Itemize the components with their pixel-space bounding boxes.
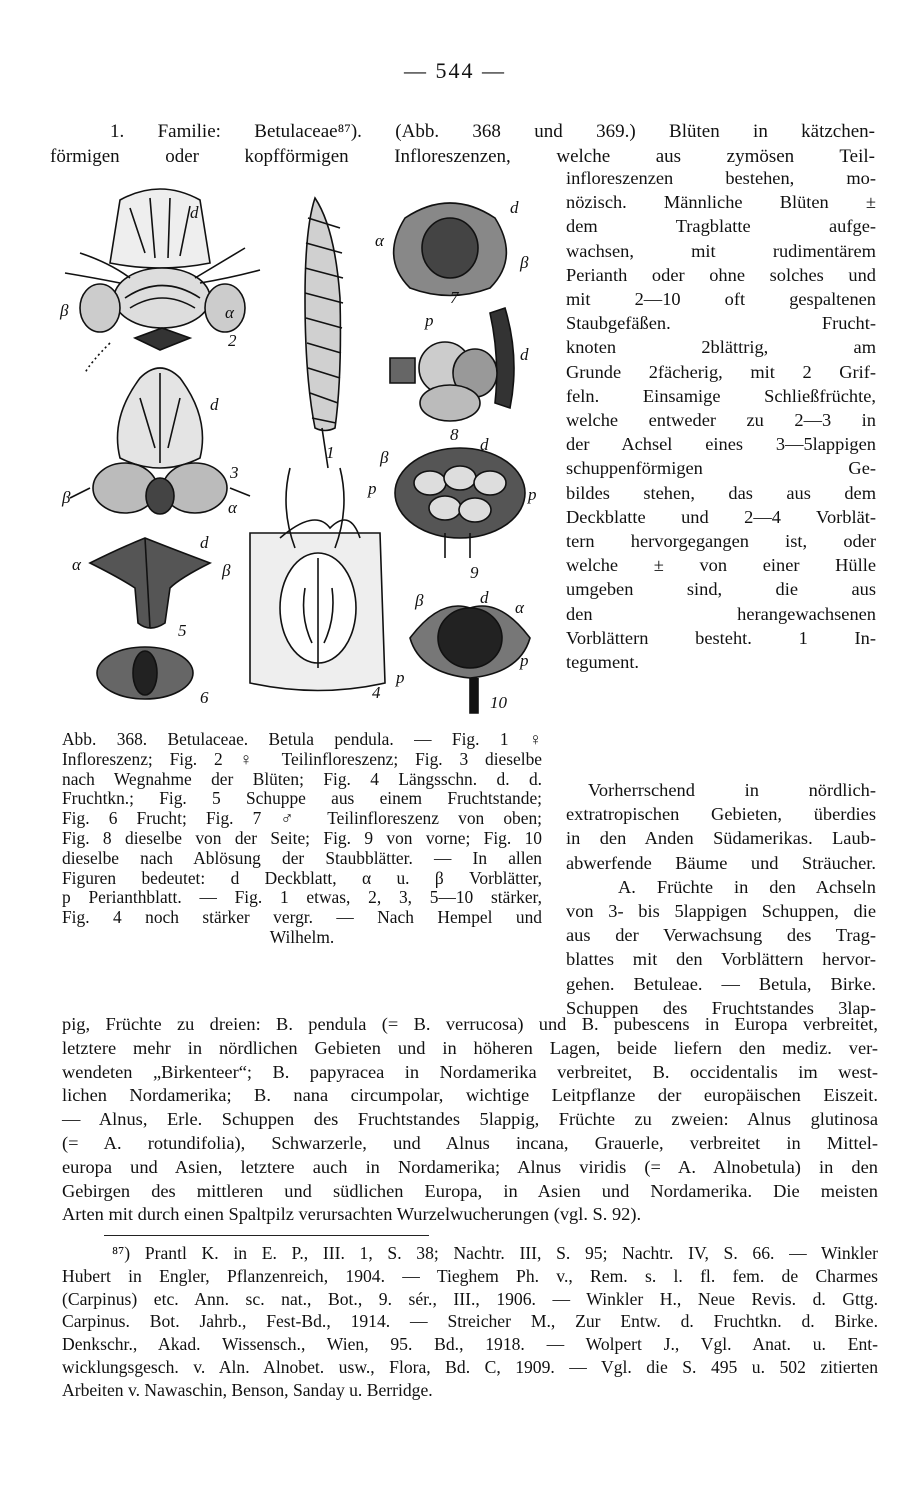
label-alpha-fig2: α [225, 303, 234, 322]
label-fig3: 3 [230, 463, 239, 482]
footnote-line: Hubert in Engler, Pflanzenreich, 1904. — Tieghem Ph. v., Rem. s. l. fl. fem. de Charmes [62, 1265, 878, 1286]
text-line: nözisch. Männliche Blüten ± [566, 192, 876, 213]
caption-line: Fig. 6 Frucht; Fig. 7 ♂ Teilinfloreszenz von oben; [62, 808, 542, 829]
footnote-line: (Carpinus) etc. Ann. sc. nat., Bot., 9. sér., III., 1906. — Winkler H., Neue Revis. d. Gttg. [62, 1288, 878, 1309]
label-fig1: 1 [326, 443, 335, 462]
label-fig2: 2 [228, 331, 237, 350]
heading-line-2: förmigen oder kopfförmigen Infloreszenzen, welche aus zymösen Teil- [50, 146, 875, 167]
label-fig10: 10 [490, 693, 507, 712]
caption-line: p Perianthblatt. — Fig. 1 etwas, 2, 3, 5—10 stärker, [62, 887, 542, 908]
label-d-fig2: d [190, 203, 199, 222]
caption-line: Infloreszenz; Fig. 2 ♀ Teilinfloreszenz; Fig. 3 dieselbe [62, 748, 542, 769]
caption-line: dieselbe nach Ablösung der Staubblätter. — In allen [62, 847, 542, 868]
caption-line: Figuren bedeutet: d Deckblatt, α u. β Vorblätter, [62, 867, 542, 888]
text-line: feln. Einsamige Schließfrüchte, [566, 385, 876, 406]
text-line: europa und Asien, letztere auch in Nordamerika; Alnus viridis (= A. Alnobetula) in den [62, 1156, 878, 1177]
fig5-drawing [90, 538, 210, 628]
botanical-figure [50, 178, 555, 718]
footnote-line: Denkschr., Akad. Wissensch., Wien, 95. Bd., 1918. — Wolpert J., Vgl. Anat. u. Ent- [62, 1334, 878, 1355]
text-line: infloreszenzen bestehen, mo- [566, 168, 876, 188]
text-line: mit 2—10 oft gespaltenen [566, 289, 876, 310]
text-line: Grunde 2fächerig, mit 2 Grif- [566, 361, 876, 382]
fig3-drawing [70, 368, 250, 514]
text-line: Vorherrschend in nördlich- [588, 780, 876, 800]
label-d-fig5: d [200, 533, 209, 552]
label-fig7: 7 [450, 288, 459, 307]
text-line: Schuppen des Fruchtstandes 3lap- [566, 997, 876, 1018]
caption-line: Abb. 368. Betulaceae. Betula pendula. — Fig. 1 ♀ [62, 729, 542, 749]
label-p-fig8: p [425, 311, 434, 330]
text-line: welche ± von einer Hülle [566, 555, 876, 576]
text-line: Arten mit durch einen Spaltpilz verursachten Wurzelwucherungen (vgl. S. 92). [62, 1204, 642, 1225]
label-alpha-fig3: α [228, 498, 237, 517]
text-line: umgeben sind, die aus [566, 579, 876, 600]
text-line: dem Tragblatte aufge- [566, 216, 876, 237]
text-line: A. Früchte in den Achseln [618, 876, 876, 897]
caption-line: Fig. 4 noch stärker vergr. — Nach Hempel und [62, 907, 542, 928]
text-line: (= A. rotundifolia), Schwarzerle, und Alnus incana, Grauerle, verbreitet in Mittel- [62, 1132, 878, 1153]
footnote-line: wicklungsgesch. v. Aln. Alnobet. usw., Flora, Bd. C, 1909. — Vgl. die S. 495 u. 502 zitierten [62, 1356, 878, 1377]
text-line: blattes mit den Vorblättern hervor- [566, 949, 876, 970]
heading-line-1: 1. Familie: Betulaceae⁸⁷). (Abb. 368 und 369.) Blüten in kätzchen- [110, 121, 875, 142]
label-fig8: 8 [450, 425, 459, 444]
label-alpha-fig5: α [72, 555, 81, 574]
text-line: — Alnus, Erle. Schuppen des Fruchtstandes 5lappig, Früchte zu zweien: Alnus glutinosa [62, 1109, 878, 1130]
text-line: Deckblatte und 2—4 Vorblät- [566, 506, 876, 527]
fig10-drawing [410, 606, 530, 713]
label-d-fig9: d [480, 435, 489, 454]
text-line: Vorblättern besteht. 1 In- [566, 627, 876, 648]
label-d-fig8: d [520, 345, 529, 364]
text-line: den herangewachsenen [566, 603, 876, 624]
text-line: extratropischen Gebieten, überdies [566, 804, 876, 825]
page-number: — 544 — [404, 58, 506, 83]
caption-line: Wilhelm. [269, 926, 335, 947]
text-line: tegument. [566, 652, 640, 673]
fig8-drawing [390, 308, 514, 421]
label-beta-fig2: β [60, 301, 69, 320]
text-line: bildes stehen, das aus dem [566, 482, 876, 503]
caption-line: nach Wegnahme der Blüten; Fig. 4 Längsschn. d. d. [62, 768, 542, 789]
label-beta-fig5: β [222, 561, 231, 580]
text-line: schuppenförmigen Ge- [566, 458, 876, 479]
fig7-drawing [394, 203, 507, 296]
text-line: abwerfende Bäume und Sträucher. [566, 852, 876, 873]
fig4-drawing [250, 468, 385, 691]
footnote [62, 1242, 878, 1402]
text-line: Gebirgen des mittleren und südlichen Europa, in Asien und Nordamerika. Die meisten [62, 1180, 878, 1201]
label-d-fig10: d [480, 588, 489, 607]
label-fig4: 4 [372, 683, 381, 702]
footnote-line: Arbeiten v. Nawaschin, Benson, Sanday u. Berridge. [62, 1379, 433, 1400]
footnote-line: Carpinus. Bot. Jahrb., Fest-Bd., 1914. — Streicher M., Zur Entw. d. Fruchtkn. d. Birke. [62, 1311, 878, 1332]
text-line: der Achsel eines 3—5lappigen [566, 434, 876, 455]
text-line: von 3- bis 5lappigen Schuppen, die [566, 901, 876, 922]
fig1-drawing [305, 198, 343, 468]
label-beta-fig9: β [380, 448, 389, 467]
label-alpha-fig7: α [375, 231, 384, 250]
figure-caption [62, 730, 542, 948]
text-line: letztere mehr in nördlichen Gebieten und in höheren Lagen, beide liefern den mediz. ver- [62, 1037, 878, 1058]
label-d-fig7: d [510, 198, 519, 217]
label-p-fig9b: p [528, 485, 537, 504]
right-column-text-2 [566, 778, 876, 1020]
body-text-bottom [62, 1013, 878, 1227]
text-line: knoten 2blättrig, am [566, 337, 876, 358]
caption-line: Fig. 8 dieselbe von der Seite; Fig. 9 von vorne; Fig. 10 [62, 827, 542, 848]
footnote-rule [104, 1235, 429, 1236]
text-line: welche entweder zu 2—3 in [566, 410, 876, 431]
label-fig9: 9 [470, 563, 479, 582]
text-line: wachsen, mit rudimentärem [566, 240, 876, 261]
label-p-fig10: p [396, 668, 405, 687]
text-line: pig, Früchte zu dreien: B. pendula (= B. verrucosa) und B. pubescens in Europa verbreitet, [62, 1014, 878, 1034]
label-p-fig9: p [368, 479, 377, 498]
label-beta-fig10: β [415, 591, 424, 610]
label-alpha-fig10: α [515, 598, 524, 617]
label-beta-fig7: β [520, 253, 529, 272]
label-fig6: 6 [200, 688, 209, 707]
fig9-drawing [395, 448, 525, 558]
fig6-drawing [97, 647, 193, 699]
right-column-text [566, 166, 876, 674]
label-beta-fig3: β [62, 488, 71, 507]
caption-line: Fruchtkn.; Fig. 5 Schuppe aus einem Fruchtstande; [62, 788, 542, 809]
label-fig5: 5 [178, 621, 187, 640]
text-line: tern hervorgegangen ist, oder [566, 531, 876, 552]
text-line: lichen Nordamerika; B. nana circumpolar, wichtige Leitpflanze der europäischen Eiszeit. [62, 1085, 878, 1106]
text-line: Staubgefäßen. Frucht- [566, 313, 876, 334]
text-line: gehen. Betuleae. — Betula, Birke. [566, 973, 876, 994]
footnote-line: ⁸⁷) Prantl K. in E. P., III. 1, S. 38; Nachtr. III, S. 95; Nachtr. IV, S. 66. — Winkler [112, 1243, 878, 1263]
text-line: aus der Verwachsung des Trag- [566, 925, 876, 946]
text-line: Perianth oder ohne solches und [566, 264, 876, 285]
label-d-fig3: d [210, 395, 219, 414]
text-line: in den Anden Südamerikas. Laub- [566, 828, 876, 849]
label-p-fig10b: p [520, 651, 529, 670]
text-line: wendeten „Birkenteer“; B. papyracea in Nordamerika verbreitet, B. occidentalis im west- [62, 1061, 878, 1082]
